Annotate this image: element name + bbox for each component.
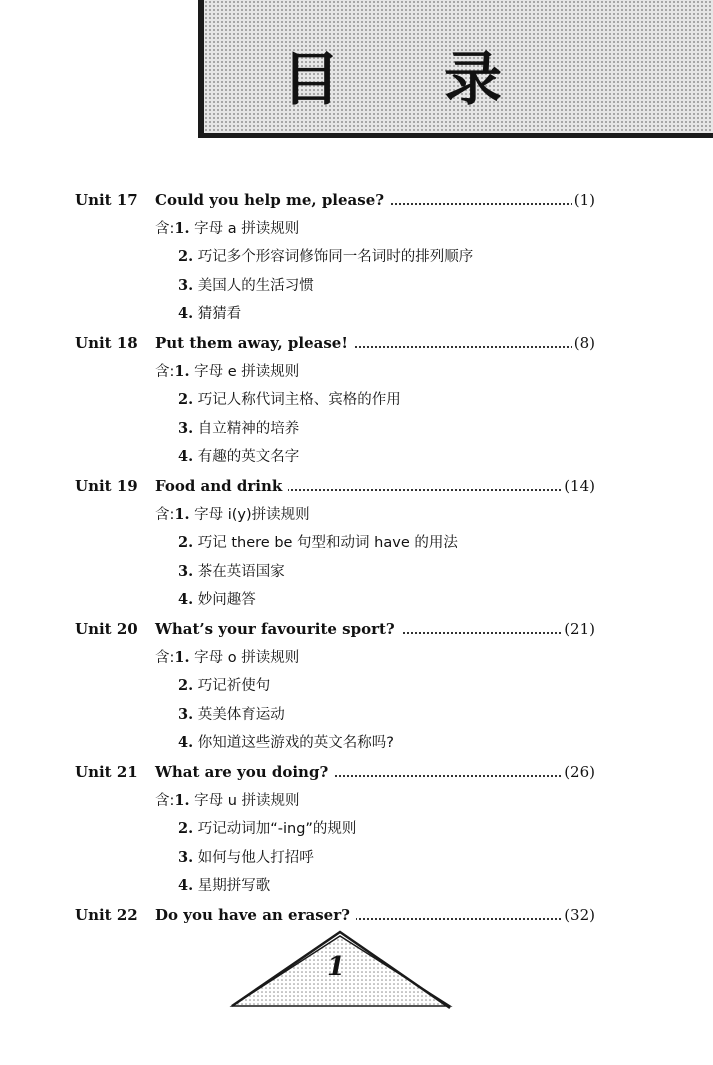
unit-page-number: (1) [572,186,595,214]
toc-subitem [178,300,241,328]
subitem-number: 2. [178,391,194,409]
toc-subitem [178,558,285,586]
subitem-text: 字母 e 拼读规则 [194,363,300,380]
subitem-text: 星期拼写歌 [197,878,271,895]
subitem-number: 2. [178,677,194,695]
toc-subitem [178,243,473,271]
unit-title: Food and drink [155,472,288,500]
subitem-number: 1. [174,648,190,666]
subitem-prefix: 含: [155,792,175,809]
toc-subitem [178,272,314,300]
subitem-prefix: 含: [155,506,175,523]
subitem-prefix: 含: [155,220,175,237]
subitem-text: 字母 u 拼读规则 [194,792,300,809]
toc-subitem [178,701,285,729]
subitem-prefix: 含: [155,363,175,380]
toc-subitem [155,501,310,529]
unit-page-number: (21) [562,615,595,643]
toc-subitem [178,844,314,872]
subitem-text: 如何与他人打招呼 [197,849,314,866]
toc-subitem [155,644,299,672]
subitem-text: 巧记人称代词主格、宾格的作用 [197,392,401,409]
subitem-text: 巧记多个形容词修饰同一名词时的排列顺序 [197,249,474,266]
unit-title: Put them away, please! [155,329,354,357]
unit-title: What are you doing? [155,758,334,786]
subitem-text: 巧记祈使句 [197,678,271,695]
unit-label: Unit 18 [75,334,138,352]
subitem-number: 3. [178,562,194,580]
subitem-text: 美国人的生活习惯 [197,277,314,294]
toc-unit-row[interactable] [0,758,713,786]
unit-page-number: (14) [562,472,595,500]
toc-subitem [178,872,270,900]
page-number: 1 [327,952,346,982]
unit-label: Unit 22 [75,906,138,924]
toc-subitem [155,215,299,243]
toc-subitem [178,443,299,471]
toc-subitem [178,729,394,757]
subitem-text: 你知道这些游戏的英文名称吗? [197,735,394,752]
subitem-number: 3. [178,705,194,723]
subitem-number: 3. [178,848,194,866]
toc-subitem [178,415,299,443]
subitem-number: 1. [174,219,190,237]
toc-unit-row[interactable] [0,472,713,500]
toc-subitem [178,815,356,843]
subitem-text: 自立精神的培养 [197,420,300,437]
subitem-text: 字母 o 拼读规则 [194,649,300,666]
subitem-number: 2. [178,248,194,266]
subitem-number: 4. [178,305,194,323]
unit-label: Unit 21 [75,763,138,781]
unit-page-number: (8) [572,329,595,357]
subitem-number: 4. [178,591,194,609]
toc-unit-row[interactable] [0,901,713,929]
subitem-text: 巧记 there be 句型和动词 have 的用法 [197,535,458,552]
subitem-number: 4. [178,448,194,466]
subitem-prefix: 含: [155,649,175,666]
title-char-2: 录 [443,45,502,113]
subitem-text: 有趣的英文名字 [197,449,300,466]
toc-unit-row[interactable] [0,615,713,643]
toc-unit-row[interactable] [0,186,713,214]
subitem-text: 字母 i(y)拼读规则 [194,506,310,523]
toc-subitem [155,358,299,386]
unit-label: Unit 19 [75,477,138,495]
subitem-number: 1. [174,505,190,523]
unit-title: What’s your favourite sport? [155,615,401,643]
toc-unit-row[interactable] [0,329,713,357]
unit-title: Could you help me, please? [155,186,390,214]
title-char-1: 目 [282,45,341,113]
subitem-number: 1. [174,362,190,380]
unit-page-number: (26) [562,758,595,786]
unit-page-number: (32) [562,901,595,929]
subitem-text: 妙问趣答 [197,592,256,609]
unit-label: Unit 17 [75,191,138,209]
toc-subitem [178,386,401,414]
subitem-number: 2. [178,820,194,838]
toc-subitem [178,586,256,614]
subitem-number: 2. [178,534,194,552]
subitem-text: 茶在英语国家 [197,563,285,580]
unit-label: Unit 20 [75,620,138,638]
subitem-number: 4. [178,734,194,752]
toc-subitem [178,672,270,700]
subitem-number: 1. [174,791,190,809]
subitem-text: 字母 a 拼读规则 [194,220,300,237]
subitem-text: 巧记动词加“-ing”的规则 [197,821,357,838]
toc-subitem [155,787,300,815]
subitem-number: 4. [178,877,194,895]
subitem-text: 猜猜看 [197,306,242,323]
subitem-text: 英美体育运动 [197,706,285,723]
unit-title: Do you have an eraser? [155,901,356,929]
subitem-number: 3. [178,276,194,294]
subitem-number: 3. [178,419,194,437]
toc-subitem [178,529,458,557]
